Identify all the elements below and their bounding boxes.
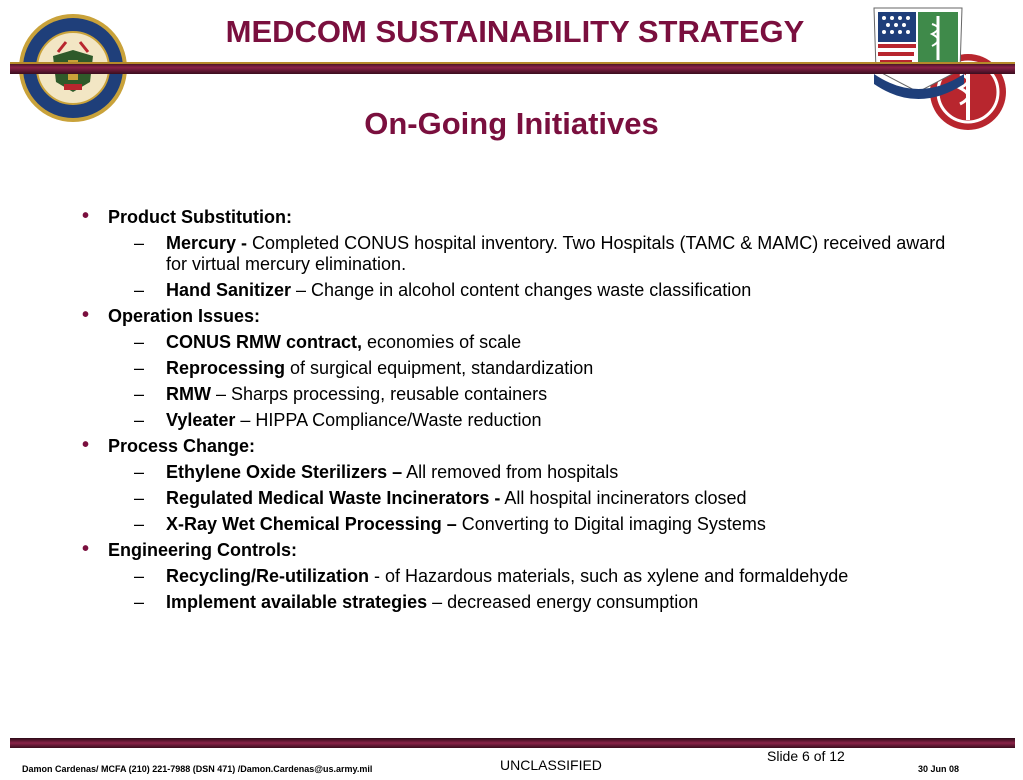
dash-icon: –	[134, 566, 145, 586]
footer-divider-bar	[10, 738, 1015, 748]
dash-icon: –	[134, 462, 145, 482]
slide-subtitle: On-Going Initiatives	[364, 106, 659, 141]
slide-number: Slide 6 of 12	[767, 748, 845, 764]
dash-icon: –	[134, 592, 145, 612]
list-item: – Ethylene Oxide Sterilizers – All removed from hospitals	[134, 462, 619, 482]
slide-date: 30 Jun 08	[918, 764, 960, 774]
bullet-icon: •	[82, 304, 90, 326]
dash-icon: –	[134, 514, 145, 534]
list-item: – Vyleater – HIPPA Compliance/Waste reduction	[134, 410, 542, 430]
bullet-list	[82, 202, 962, 613]
classification-label: UNCLASSIFIED	[500, 757, 602, 773]
section-heading: • Engineering Controls:	[82, 538, 297, 560]
list-item: – Hand Sanitizer – Change in alcohol content changes waste classification	[134, 280, 752, 300]
list-item: – Regulated Medical Waste Incinerators - All hospital incinerators closed	[134, 488, 747, 508]
list-item: – Recycling/Re-utilization - of Hazardous materials, such as xylene and formaldehyde	[134, 566, 849, 586]
dash-icon: –	[134, 280, 145, 300]
dash-icon: –	[134, 233, 145, 253]
dash-icon: –	[134, 332, 145, 352]
dash-icon: –	[134, 410, 145, 430]
section-heading: • Process Change:	[82, 434, 256, 456]
list-item: – CONUS RMW contract, economies of scale	[134, 332, 522, 352]
list-item: – RMW – Sharps processing, reusable containers	[134, 384, 548, 404]
list-item: – X-Ray Wet Chemical Processing – Converting to Digital imaging Systems	[134, 514, 766, 534]
section-heading: • Product Substitution:	[82, 205, 292, 227]
author-contact: Damon Cardenas/ MCFA (210) 221-7988 (DSN 471) /Damon.Cardenas@us.army.mil	[22, 764, 373, 774]
list-item: – Reprocessing of surgical equipment, standardization	[134, 358, 594, 378]
dash-icon: –	[134, 358, 145, 378]
bullet-icon: •	[82, 205, 90, 227]
header-divider-bar	[10, 62, 1015, 74]
bullet-icon: •	[82, 434, 90, 456]
list-item: – Mercury - Completed CONUS hospital inventory. Two Hospitals (TAMC & MAMC) received award for virtual mercury elimination.	[134, 233, 946, 274]
dash-icon: –	[134, 488, 145, 508]
section-heading: • Operation Issues:	[82, 304, 261, 326]
list-item: – Implement available strategies – decreased energy consumption	[134, 592, 699, 612]
bullet-icon: •	[82, 538, 90, 560]
slide-title: MEDCOM SUSTAINABILITY STRATEGY	[225, 14, 805, 49]
dash-icon: –	[134, 384, 145, 404]
